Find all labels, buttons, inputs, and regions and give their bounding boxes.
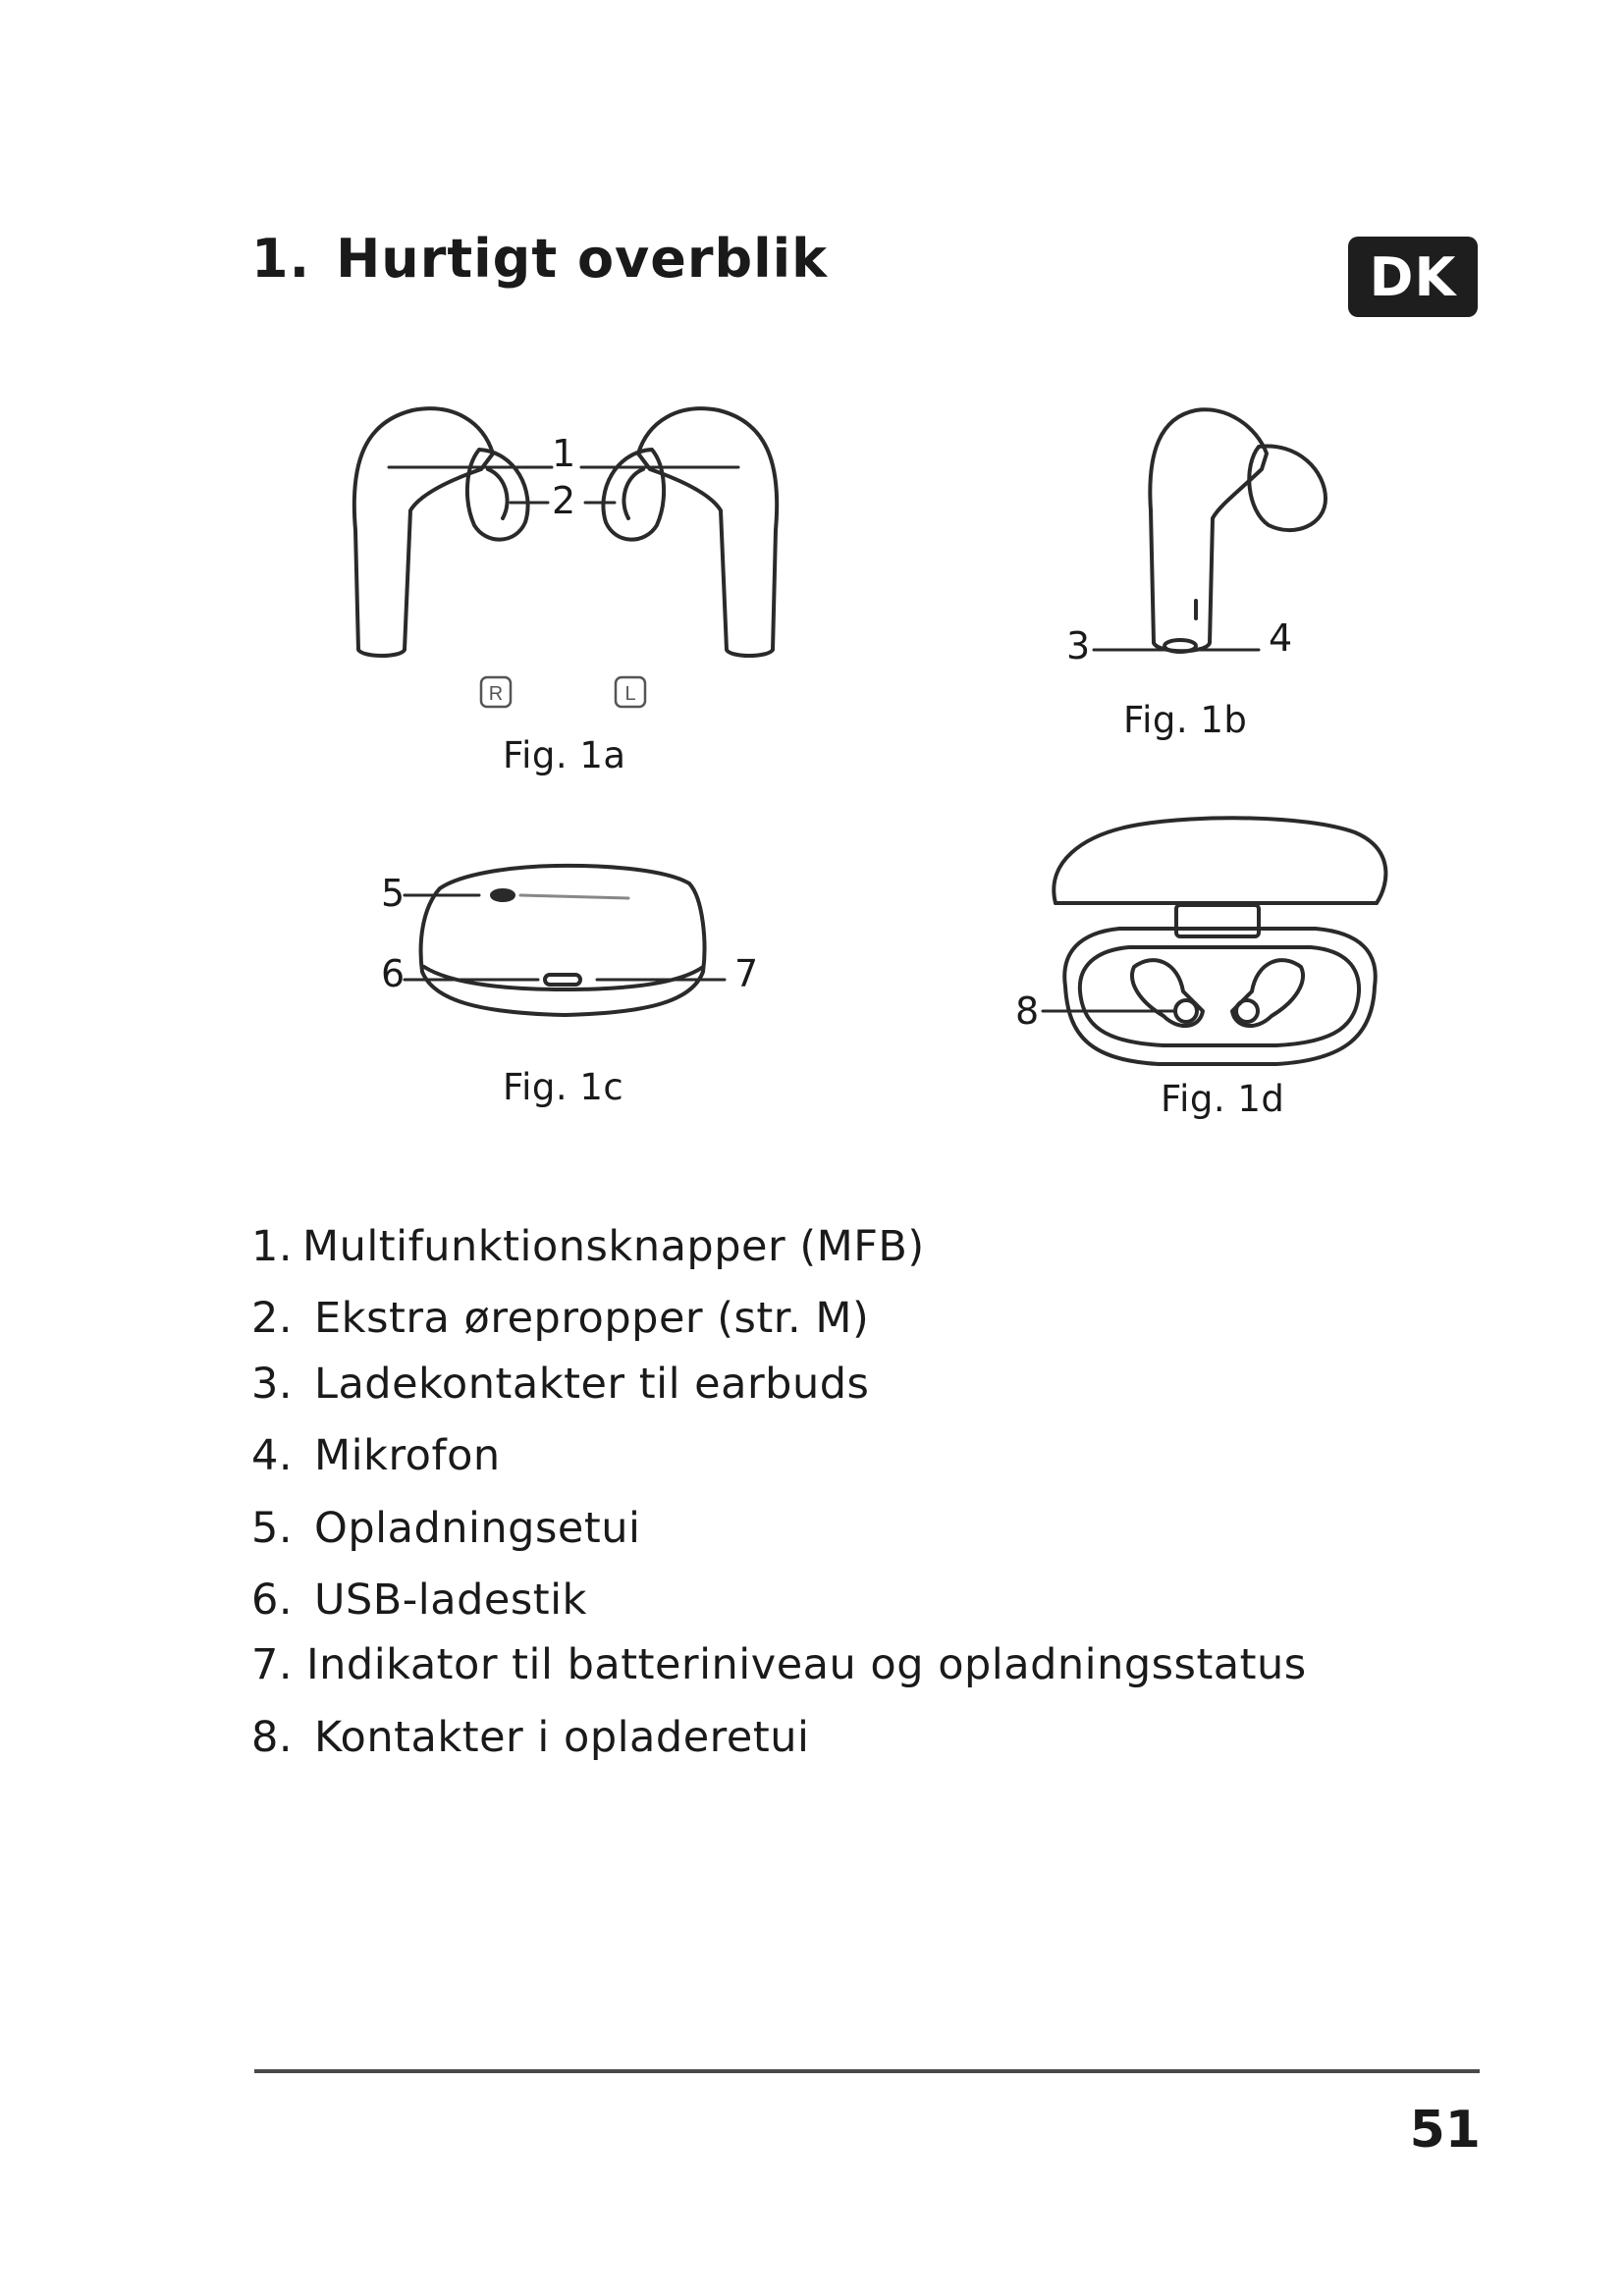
legend-item-6: 6. USB-ladestik [251,1575,587,1625]
footer-rule [254,2069,1480,2073]
callout-5: 5 [381,872,406,915]
fig1b-caption: Fig. 1b [1123,699,1248,741]
fig1a-side-marks [481,677,645,707]
callout-2: 2 [552,479,576,522]
callout-6: 6 [381,952,406,995]
legend-item-7: 7. Indikator til batteriniveau og opladningsstatus [251,1640,1307,1689]
page-number: 51 [1409,2101,1481,2160]
legend-item-4: 4. Mikrofon [251,1431,501,1480]
earbud-left-illustration [603,408,777,656]
open-case-illustration [1054,818,1385,1064]
legend-item-5: 5. Opladningsetui [251,1504,641,1553]
callout-1: 1 [552,432,576,475]
callout-3: 3 [1066,624,1091,667]
callout-7: 7 [734,952,759,995]
fig1c-caption: Fig. 1c [503,1066,624,1108]
earbud-side-illustration [1150,409,1326,652]
left-side-mark: L [624,683,636,705]
closed-case-illustration [421,866,705,1015]
earbud-right-illustration [354,408,528,656]
legend-item-2: 2. Ekstra ørepropper (str. M) [251,1294,870,1343]
callout-8: 8 [1015,989,1040,1033]
fig1d-caption: Fig. 1d [1161,1078,1285,1120]
language-badge: DK [1348,237,1478,317]
right-side-mark: R [488,683,504,705]
legend-item-1: 1. Multifunktionsknapper (MFB) [251,1222,925,1271]
callout-4: 4 [1269,616,1293,660]
fig1a-caption: Fig. 1a [503,734,626,776]
legend-item-8: 8. Kontakter i opladeretui [251,1713,810,1762]
legend-item-3: 3. Ladekontakter til earbuds [251,1360,870,1409]
fig1c-leader-lines [405,895,725,980]
section-number: 1. [251,228,311,290]
section-title: Hurtigt overblik [336,228,829,290]
